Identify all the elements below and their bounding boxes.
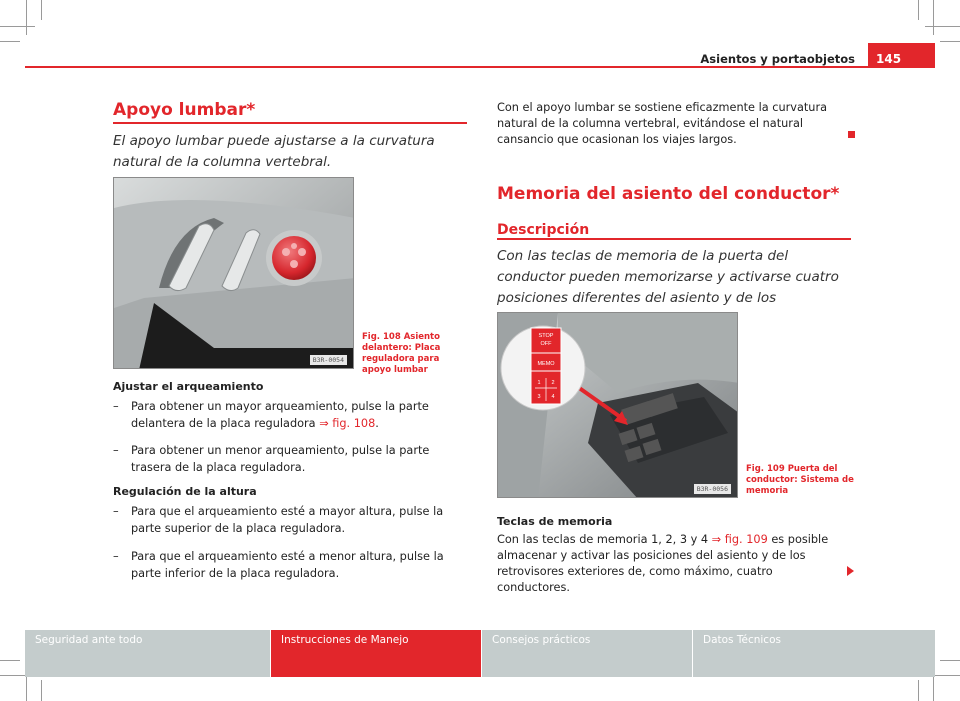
crop-mark xyxy=(0,26,35,27)
crop-mark xyxy=(918,0,919,20)
tab-consejos[interactable]: Consejos prácticos xyxy=(482,630,692,677)
bullet-dash: – xyxy=(113,505,119,518)
list-item xyxy=(113,442,467,476)
figure-caption: Fig. 108 Asiento delantero: Placa reguladora para apoyo lumbar xyxy=(362,332,441,375)
bullet-dash: – xyxy=(113,400,119,413)
tab-seguridad[interactable]: Seguridad ante todo xyxy=(25,630,270,677)
figure-link[interactable]: ⇒ fig. 109 xyxy=(711,533,768,546)
section-heading: Memoria del asiento del conductor* xyxy=(497,184,840,204)
seat-illustration xyxy=(114,178,354,369)
stop-label: STOP xyxy=(538,333,554,339)
list-item xyxy=(113,398,467,432)
running-header: Asientos y portaobjetos xyxy=(700,52,855,66)
body-paragraph xyxy=(497,532,849,596)
subsection-heading: Descripción xyxy=(497,222,590,238)
memo-label: MEMO xyxy=(537,361,555,367)
section-heading: Apoyo lumbar* xyxy=(113,100,256,120)
memory-key-3: 3 xyxy=(537,394,541,400)
subsection-title: Ajustar el arqueamiento xyxy=(113,380,264,393)
figure-code: B3R-0056 xyxy=(694,484,731,494)
memory-key-2: 2 xyxy=(551,380,555,386)
list-item-text: Para que el arqueamiento esté a menor altura, pulse la parte inferior de la placa reguladora. xyxy=(131,550,444,580)
memory-key-1: 1 xyxy=(537,380,541,386)
tab-instrucciones[interactable]: Instrucciones de Manejo xyxy=(271,630,481,677)
paragraph-end: es posible almacenar y activar las posiciones del asiento y de los retrovisores exteriores de, como máximo, cuatro conductores. xyxy=(497,533,829,594)
crop-mark xyxy=(0,41,20,42)
intro-paragraph: Con el apoyo lumbar se sostiene eficazmente la curvatura natural de la columna vertebral, evitándose el natural cansancio que ocasionan los viajes largos. xyxy=(497,101,828,146)
crop-mark xyxy=(940,660,960,661)
list-item-text: Para que el arqueamiento esté a mayor altura, pulse la parte superior de la placa reguladora. xyxy=(131,505,444,535)
page-number: 145 xyxy=(868,43,935,66)
list-item-text: Para obtener un menor arqueamiento, pulse la parte trasera de la placa reguladora. xyxy=(131,444,430,474)
crop-mark xyxy=(940,41,960,42)
list-item-text: Para obtener un mayor arqueamiento, pulse la parte delantera de la placa reguladora xyxy=(131,400,429,430)
crop-mark xyxy=(41,0,42,20)
figure-link[interactable]: ⇒ fig. 108 xyxy=(319,417,376,430)
bullet-dash: – xyxy=(113,444,119,457)
door-figure xyxy=(497,312,738,498)
seat-figure xyxy=(113,177,354,369)
crop-mark xyxy=(925,26,960,27)
off-label: OFF xyxy=(540,341,552,347)
figure-code: B3R-0054 xyxy=(310,355,347,365)
paragraph-text: Con las teclas de memoria 1, 2, 3 y 4 xyxy=(497,533,712,546)
lead-text: Con las teclas de memoria de la puerta del conductor pueden memorizarse y activarse cuatro posiciones diferentes del asiento y de los xyxy=(497,248,839,306)
crop-mark xyxy=(41,680,42,701)
door-panel-illustration xyxy=(498,313,738,498)
list-item-end: . xyxy=(375,417,379,430)
crop-mark xyxy=(918,680,919,701)
subsection-title: Teclas de memoria xyxy=(497,515,613,528)
bullet-dash: – xyxy=(113,550,119,563)
subsection-title: Regulación de la altura xyxy=(113,485,257,498)
lead-text: El apoyo lumbar puede ajustarse a la curvatura natural de la columna vertebral. xyxy=(113,133,435,170)
memory-key-4: 4 xyxy=(551,394,555,400)
crop-mark xyxy=(0,660,20,661)
crop-mark xyxy=(933,0,934,35)
header-rule xyxy=(25,66,935,68)
tab-datos[interactable]: Datos Técnicos xyxy=(693,630,935,677)
heading-rule xyxy=(497,238,851,240)
list-item xyxy=(113,548,467,582)
crop-mark xyxy=(26,0,27,35)
heading-rule xyxy=(113,122,467,124)
end-of-section-marker xyxy=(848,131,855,138)
list-item xyxy=(113,503,467,537)
continue-arrow-icon xyxy=(847,566,854,576)
figure-caption: Fig. 109 Puerta del conductor: Sistema de memoria xyxy=(746,464,854,496)
